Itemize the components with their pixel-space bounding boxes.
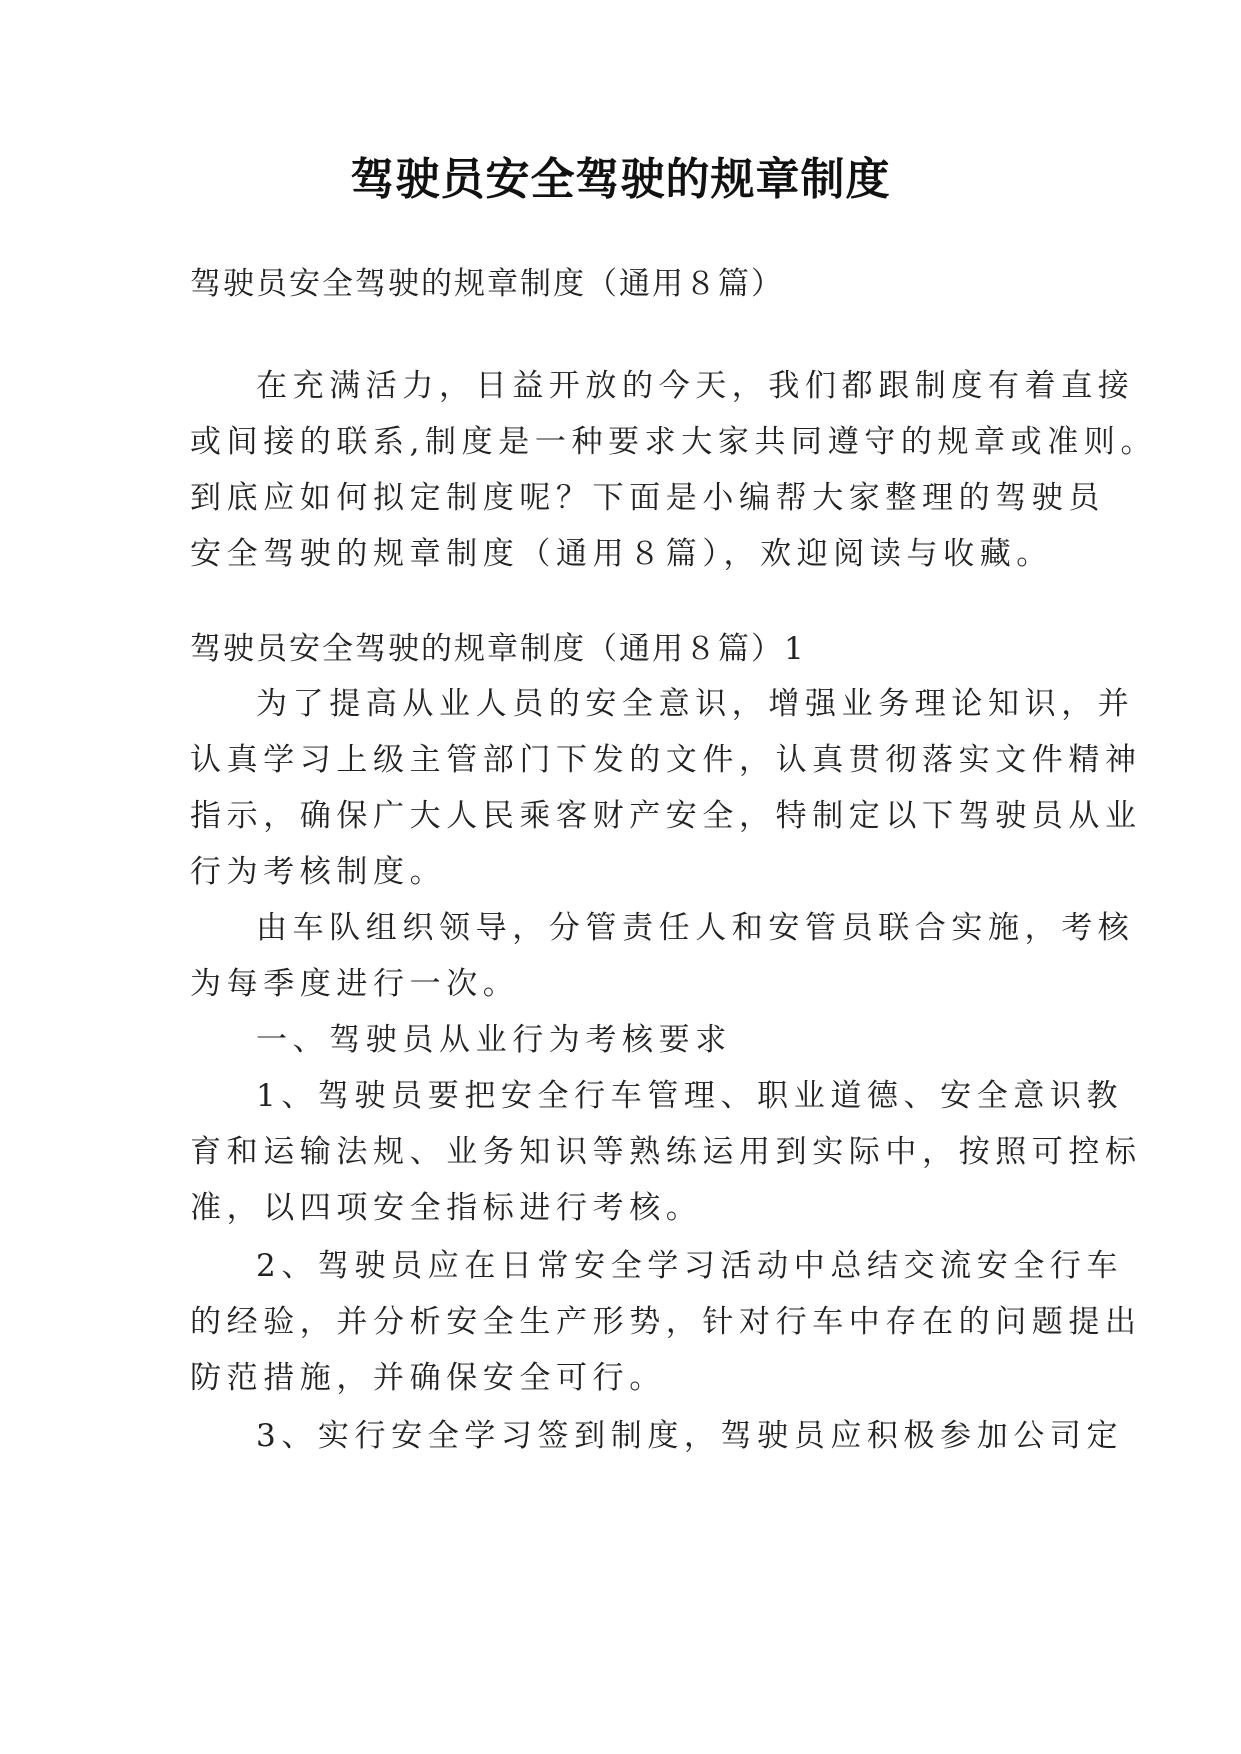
body-line: 2、驾驶员应在日常安全学习活动中总结交流安全行车 xyxy=(256,1248,1124,1284)
body-line: 认真学习上级主管部门下发的文件，认真贯彻落实文件精神 xyxy=(190,742,1142,778)
body-line: 行为考核制度。 xyxy=(190,854,447,890)
body-line: 一、驾驶员从业行为考核要求 xyxy=(256,1022,732,1058)
body-line: 的经验，并分析安全生产形势，针对行车中存在的问题提出 xyxy=(190,1304,1142,1340)
document-subtitle: 驾驶员安全驾驶的规章制度（通用８篇） xyxy=(190,266,784,302)
body-line: 由车队组织领导，分管责任人和安管员联合实施，考核 xyxy=(256,910,1135,946)
document-title: 驾驶员安全驾驶的规章制度 xyxy=(350,154,891,205)
body-line: 防范措施，并确保安全可行。 xyxy=(190,1360,666,1396)
body-line: 指示，确保广大人民乘客财产安全，特制定以下驾驶员从业 xyxy=(190,798,1142,834)
body-line: 为每季度进行一次。 xyxy=(190,966,520,1002)
body-line: 为了提高从业人员的安全意识，增强业务理论知识，并 xyxy=(256,686,1135,722)
section-heading: 驾驶员安全驾驶的规章制度（通用８篇）1 xyxy=(190,631,806,667)
body-line: 1、驾驶员要把安全行车管理、职业道德、安全意识教 xyxy=(256,1078,1124,1114)
intro-line: 安全驾驶的规章制度（通用８篇），欢迎阅读与收藏。 xyxy=(190,536,1053,572)
intro-line: 到底应如何拟定制度呢？下面是小编帮大家整理的驾驶员 xyxy=(190,480,1105,516)
body-line: 育和运输法规、业务知识等熟练运用到实际中，按照可控标 xyxy=(190,1134,1142,1170)
intro-line: 在充满活力，日益开放的今天，我们都跟制度有着直接 xyxy=(256,368,1135,404)
body-line: 3、实行安全学习签到制度，驾驶员应积极参加公司定 xyxy=(256,1418,1124,1454)
intro-line: 或间接的联系,制度是一种要求大家共同遵守的规章或准则。 xyxy=(190,424,1158,460)
body-line: 准，以四项安全指标进行考核。 xyxy=(190,1190,703,1226)
